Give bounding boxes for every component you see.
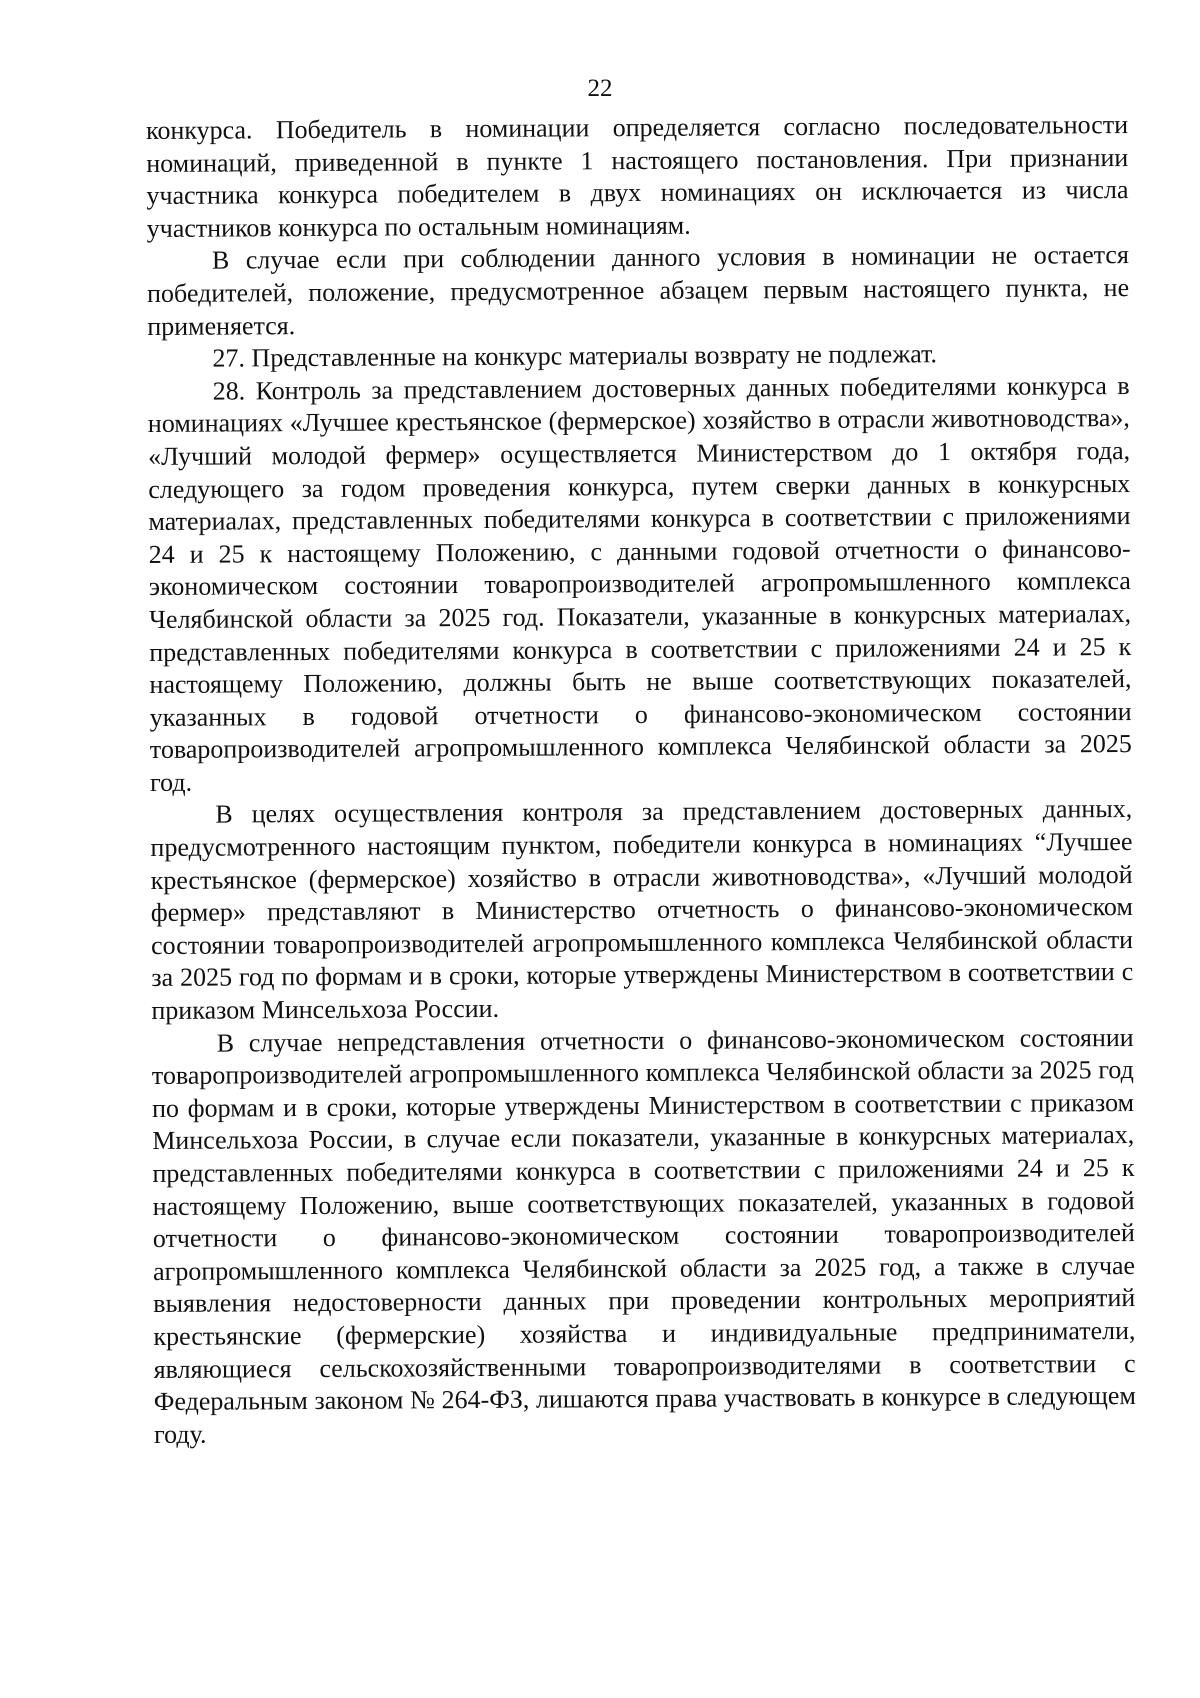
paragraph-item-28: 28. Контроль за представлением достоверных данных победителями конкурса в номинациях «Лучшее крестьянское (фермерское) хозяйство в отрасли животноводства», «Лучший молодой фермер» осуществляется Министерством до 1 октября года, следующего за годом проведения конкурса, путем сверки данных в конкурсных материалах, представленных победителями конкурса в соответствии с приложениями 24 и 25 к настоящему Положению, с данными годовой отчетности о финансово-экономическом состоянии товаропроизводителей агропромышленного комплекса Челябинской области за 2025 год. Показатели, указанные в конкурсных материалах, представленных победителями конкурса в соответствии с приложениями 24 и 25 к настоящему Положению, должны быть не выше соответствующих показателей, указанных в годовой отчетности о финансово-экономическом состоянии товаропроизводителей агропромышленного комплекса Челябинской области за 2025 год.	[147, 370, 1132, 797]
paragraph-control-purpose: В целях осуществления контроля за представлением достоверных данных, предусмотренного настоящим пунктом, победители конкурса в номинациях “Лучшее крестьянское (фермерское) хозяйство в отрасли животноводства», «Лучший молодой фермер» представляют в Министерство отчетность о финансово-экономическом состоянии товаропроизводителей агропромышленного комплекса Челябинской области за 2025 год по формам и в сроки, которые утверждены Министерством в соответствии с приказом Минсельхоза России.	[150, 794, 1134, 1026]
document-body	[146, 109, 1136, 1451]
paragraph-continuation: конкурса. Победитель в номинации определяется согласно последовательности номинаций, приведенной в пункте 1 настоящего постановления. При признании участника конкурса победителем в двух номинациях он исключается из числа участников конкурса по остальным номинациям.	[146, 110, 1129, 243]
paragraph-item-27: 27. Представленные на конкурс материалы возврату не подлежат.	[212, 339, 938, 373]
paragraph-exception-clause: В случае если при соблюдении данного условия в номинации не остается победителей, положение, предусмотренное абзацем первым настоящего пункта, не применяется.	[147, 240, 1130, 341]
page-number: 22	[587, 75, 613, 102]
paragraph-non-submission: В случае непредставления отчетности о финансово-экономическом состоянии товаропроизводителей агропромышленного комплекса Челябинской области за 2025 год по формам и в сроки, которые утверждены Министерством в соответствии с приказом Минсельхоза России, в случае если показатели, указанные в конкурсных материалах, представленных победителями конкурса в соответствии с приложениями 24 и 25 к настоящему Положению, выше соответствующих показателей, указанных в годовой отчетности о финансово-экономическом состоянии товаропроизводителей агропромышленного комплекса Челябинской области за 2025 год, а также в случае выявления недостоверности данных при проведении контрольных мероприятий крестьянские (фермерские) хозяйства и индивидуальные предприниматели, являющиеся сельскохозяйственными товаропроизводителями в соответствии с Федеральным законом № 264-ФЗ, лишаются права участвовать в конкурсе в следующем году.	[151, 1022, 1136, 1449]
